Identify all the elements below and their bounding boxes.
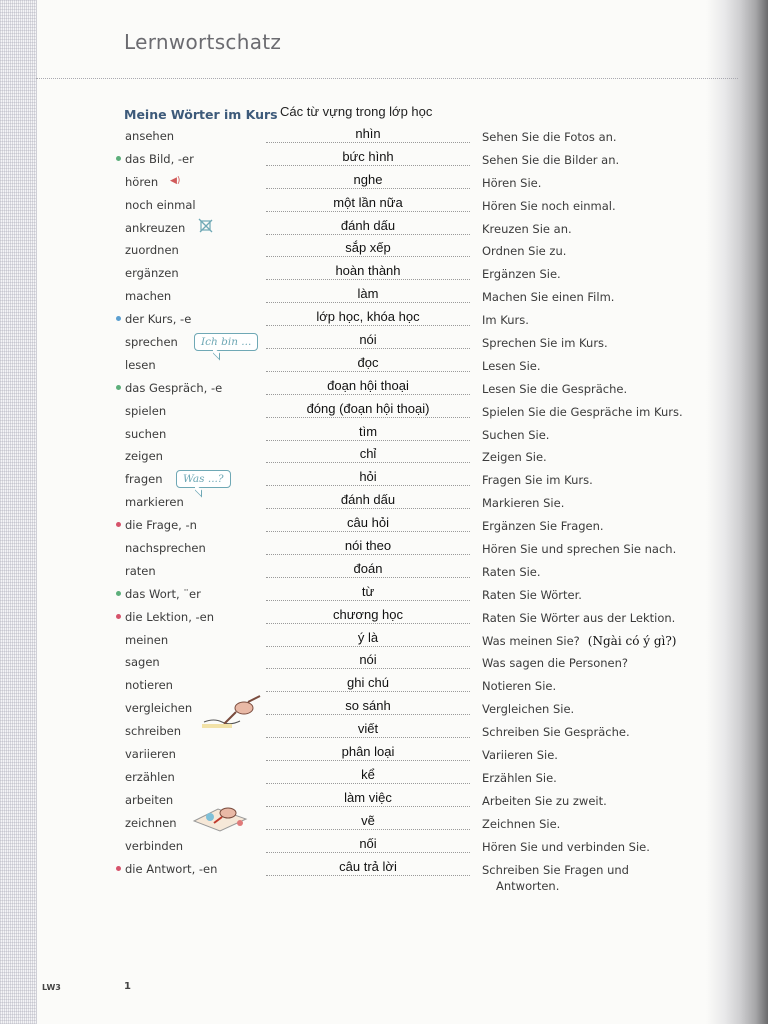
answer-line bbox=[266, 623, 470, 624]
vocab-word: der Kurs, -e bbox=[125, 312, 192, 327]
example-sentence bbox=[482, 290, 614, 304]
vocab-translation: tìm bbox=[358, 423, 378, 439]
vocab-translation: đoạn hội thoại bbox=[327, 377, 409, 393]
noun-marker-dot bbox=[116, 522, 121, 527]
section-title: Meine Wörter im Kurs bbox=[124, 107, 278, 122]
vocab-word: lesen bbox=[125, 357, 156, 372]
vocab-row bbox=[0, 538, 768, 561]
noun-marker-dot bbox=[116, 614, 121, 619]
vocab-word: schreiben bbox=[125, 724, 182, 739]
drawing-hand-icon bbox=[188, 799, 254, 839]
vocab-word: ergänzen bbox=[125, 266, 179, 281]
answer-line bbox=[266, 806, 470, 807]
answer-line bbox=[266, 875, 470, 876]
vocab-row bbox=[0, 698, 768, 721]
vocab-word: die Lektion, -en bbox=[125, 609, 215, 624]
vocab-row bbox=[0, 401, 768, 424]
vocab-translation: ghi chú bbox=[347, 675, 389, 691]
vocabulary-list bbox=[0, 126, 768, 893]
example-text: Was sagen die Personen? bbox=[482, 656, 629, 671]
answer-line bbox=[266, 234, 470, 235]
vocab-word: spielen bbox=[125, 403, 167, 418]
vocab-translation: ý là bbox=[357, 629, 379, 645]
answer-line bbox=[266, 462, 470, 463]
handwritten-note: (Ngài có ý gì?) bbox=[587, 633, 677, 648]
example-sentence bbox=[482, 153, 619, 167]
vocab-word: nachsprechen bbox=[125, 541, 206, 556]
example-text: Kreuzen Sie an. bbox=[482, 221, 572, 236]
example-text: Im Kurs. bbox=[482, 313, 529, 328]
vocab-translation: sắp xếp bbox=[345, 240, 391, 256]
example-sentence bbox=[482, 588, 582, 602]
answer-line bbox=[266, 142, 470, 143]
vocab-translation: câu trả lời bbox=[339, 858, 397, 874]
noun-marker-dot bbox=[116, 591, 121, 596]
noun-marker-dot bbox=[116, 156, 121, 161]
vocab-word: raten bbox=[125, 563, 156, 578]
cross-mark-icon bbox=[198, 218, 214, 238]
example-text: Hören Sie und sprechen Sie nach. bbox=[482, 542, 677, 557]
example-text: Machen Sie einen Film. bbox=[482, 290, 615, 305]
vocab-translation: đánh dấu bbox=[340, 217, 396, 233]
vocab-translation: một lần nữa bbox=[333, 194, 403, 210]
answer-line bbox=[266, 554, 470, 555]
answer-line bbox=[266, 440, 470, 441]
example-text: Hören Sie noch einmal. bbox=[482, 198, 616, 213]
vocab-row bbox=[0, 584, 768, 607]
vocab-row bbox=[0, 446, 768, 469]
vocab-word: vergleichen bbox=[125, 701, 193, 716]
vocab-word: zeichnen bbox=[125, 815, 177, 830]
example-sentence bbox=[482, 794, 607, 808]
example-sentence-continued: Antworten. bbox=[496, 878, 560, 893]
example-sentence bbox=[482, 565, 541, 579]
vocab-word: die Antwort, -en bbox=[125, 861, 218, 876]
answer-line bbox=[266, 531, 470, 532]
vocab-word: sagen bbox=[125, 655, 160, 670]
vocab-word: arbeiten bbox=[125, 792, 174, 807]
vocab-row bbox=[0, 744, 768, 767]
example-text: Sehen Sie die Fotos an. bbox=[482, 130, 617, 144]
example-sentence bbox=[482, 748, 558, 762]
vocab-translation: câu hỏi bbox=[347, 515, 389, 531]
answer-line bbox=[266, 417, 470, 418]
answer-line bbox=[266, 737, 470, 738]
vocab-row bbox=[0, 332, 768, 355]
speaker-icon: ◀) bbox=[170, 175, 181, 186]
vocab-word: ansehen bbox=[125, 129, 175, 143]
example-text: Hören Sie und verbinden Sie. bbox=[482, 839, 650, 854]
vocab-translation: viết bbox=[357, 721, 379, 737]
example-sentence bbox=[482, 222, 572, 236]
example-text: Notieren Sie. bbox=[482, 679, 557, 694]
section-translation: Các từ vựng trong lớp học bbox=[280, 104, 433, 119]
answer-line bbox=[266, 279, 470, 280]
vocab-word: die Frage, -n bbox=[125, 518, 197, 533]
header-divider bbox=[36, 78, 738, 79]
answer-line bbox=[266, 577, 470, 578]
example-text: Raten Sie Wörter. bbox=[482, 587, 582, 602]
example-sentence bbox=[482, 359, 541, 373]
vocab-row bbox=[0, 675, 768, 698]
answer-line bbox=[266, 302, 470, 303]
vocab-row bbox=[0, 172, 768, 195]
vocab-word: markieren bbox=[125, 495, 184, 510]
vocab-row bbox=[0, 515, 768, 538]
answer-line bbox=[266, 829, 470, 830]
example-sentence bbox=[482, 840, 650, 854]
example-text: Markieren Sie. bbox=[482, 496, 565, 511]
vocab-translation: hỏi bbox=[359, 469, 377, 485]
vocab-translation: nhìn bbox=[355, 126, 381, 141]
example-sentence bbox=[482, 199, 616, 213]
example-sentence bbox=[482, 496, 564, 510]
vocab-row bbox=[0, 424, 768, 447]
vocab-word: notieren bbox=[125, 678, 173, 693]
example-text: Lesen Sie. bbox=[482, 358, 541, 373]
answer-line bbox=[266, 348, 470, 349]
example-text: Ordnen Sie zu. bbox=[482, 244, 567, 259]
answer-line bbox=[266, 371, 470, 372]
answer-line bbox=[266, 325, 470, 326]
example-sentence bbox=[482, 725, 630, 739]
example-sentence bbox=[482, 267, 561, 281]
vocab-row bbox=[0, 492, 768, 515]
example-text: Sehen Sie die Bilder an. bbox=[482, 152, 620, 167]
example-text: Vergleichen Sie. bbox=[482, 702, 575, 717]
vocab-word: ankreuzen bbox=[125, 220, 186, 235]
vocab-row bbox=[0, 309, 768, 332]
vocab-translation: chỉ bbox=[359, 446, 377, 462]
example-sentence bbox=[482, 542, 676, 556]
answer-line bbox=[266, 852, 470, 853]
example-sentence bbox=[482, 130, 617, 144]
answer-line bbox=[266, 211, 470, 212]
example-text: Was meinen Sie? bbox=[482, 633, 580, 648]
vocab-row bbox=[0, 378, 768, 401]
example-text: Sprechen Sie im Kurs. bbox=[482, 336, 608, 351]
vocab-row bbox=[0, 149, 768, 172]
vocab-word: zeigen bbox=[125, 449, 163, 464]
example-text: Hören Sie. bbox=[482, 175, 542, 190]
example-text: Zeichnen Sie. bbox=[482, 816, 561, 831]
example-sentence bbox=[482, 656, 628, 670]
vocab-row bbox=[0, 630, 768, 653]
speech-bubble: Ich bin ... bbox=[194, 333, 258, 351]
vocab-word: hören bbox=[125, 174, 159, 189]
answer-line bbox=[266, 508, 470, 509]
vocab-translation: từ bbox=[361, 583, 375, 599]
answer-line bbox=[266, 600, 470, 601]
vocab-translation: đoán bbox=[353, 560, 383, 576]
vocab-translation: bức hình bbox=[342, 148, 394, 164]
vocab-word: sprechen bbox=[125, 335, 178, 350]
example-text: Raten Sie. bbox=[482, 564, 541, 579]
vocab-translation: làm bbox=[357, 286, 379, 302]
noun-marker-dot bbox=[116, 316, 121, 321]
vocab-row bbox=[0, 858, 768, 893]
vocab-translation: hoàn thành bbox=[335, 263, 401, 279]
example-sentence bbox=[482, 611, 675, 625]
vocab-translation: nghe bbox=[353, 171, 383, 187]
example-sentence bbox=[482, 450, 547, 464]
example-text: Suchen Sie. bbox=[482, 427, 550, 442]
vocab-row bbox=[0, 195, 768, 218]
vocab-translation: đóng (đoạn hội thoại) bbox=[306, 400, 430, 416]
vocab-word: verbinden bbox=[125, 838, 184, 853]
answer-line bbox=[266, 714, 470, 715]
vocab-translation: kể bbox=[361, 766, 375, 782]
example-sentence bbox=[482, 817, 560, 831]
vocab-translation: lớp học, khóa học bbox=[316, 309, 420, 325]
example-sentence bbox=[482, 336, 608, 350]
noun-marker-dot bbox=[116, 385, 121, 390]
example-text: Spielen Sie die Gespräche im Kurs. bbox=[482, 404, 683, 419]
example-sentence bbox=[482, 519, 604, 533]
vocab-row bbox=[0, 263, 768, 286]
vocab-word: erzählen bbox=[125, 769, 175, 784]
example-text: Variieren Sie. bbox=[482, 748, 558, 763]
example-text: Raten Sie Wörter aus der Lektion. bbox=[482, 610, 676, 625]
vocab-row bbox=[0, 561, 768, 584]
example-text: Arbeiten Sie zu zweit. bbox=[482, 793, 607, 808]
example-sentence bbox=[482, 405, 683, 419]
answer-line bbox=[266, 394, 470, 395]
vocab-row bbox=[0, 218, 768, 241]
example-sentence bbox=[482, 679, 556, 693]
vocab-row bbox=[0, 355, 768, 378]
footer-code: LW3 bbox=[42, 983, 61, 992]
noun-marker-dot bbox=[116, 866, 121, 871]
vocab-row bbox=[0, 813, 768, 836]
example-text: Lesen Sie die Gespräche. bbox=[482, 381, 628, 396]
vocab-translation: vẽ bbox=[361, 812, 375, 828]
vocab-row bbox=[0, 721, 768, 744]
answer-line bbox=[266, 256, 470, 257]
example-text: Schreiben Sie Gespräche. bbox=[482, 725, 630, 740]
vocab-word: das Gespräch, -e bbox=[125, 380, 223, 395]
example-text: Schreiben Sie Fragen und bbox=[482, 862, 629, 877]
vocab-word: suchen bbox=[125, 426, 167, 441]
page-number: 1 bbox=[124, 981, 131, 992]
vocab-row bbox=[0, 126, 768, 149]
vocab-word: zuordnen bbox=[125, 243, 179, 258]
example-sentence bbox=[482, 382, 627, 396]
vocab-word: variieren bbox=[125, 747, 176, 762]
vocab-row bbox=[0, 790, 768, 813]
answer-line bbox=[266, 646, 470, 647]
vocab-translation: phân loại bbox=[341, 744, 395, 760]
page-title: Lernwortschatz bbox=[124, 30, 282, 54]
vocab-word: noch einmal bbox=[125, 197, 196, 212]
vocab-translation: làm việc bbox=[344, 789, 392, 805]
example-sentence bbox=[482, 771, 557, 785]
vocab-word: das Wort, ¨er bbox=[125, 586, 201, 601]
example-text: Erzählen Sie. bbox=[482, 770, 557, 785]
answer-line bbox=[266, 783, 470, 784]
example-sentence bbox=[482, 473, 593, 487]
vocab-word: das Bild, -er bbox=[125, 151, 194, 166]
example-sentence bbox=[482, 176, 541, 190]
vocab-word: fragen bbox=[125, 472, 163, 487]
vocab-word: machen bbox=[125, 289, 172, 304]
example-sentence bbox=[482, 863, 629, 877]
answer-line bbox=[266, 188, 470, 189]
vocab-translation: so sánh bbox=[345, 698, 391, 714]
vocab-translation: nói bbox=[359, 332, 377, 348]
example-text: Fragen Sie im Kurs. bbox=[482, 473, 593, 488]
vocab-row bbox=[0, 652, 768, 675]
vocab-row bbox=[0, 286, 768, 309]
answer-line bbox=[266, 760, 470, 761]
vocab-translation: nói theo bbox=[344, 538, 392, 554]
vocab-row bbox=[0, 767, 768, 790]
example-text: Ergänzen Sie Fragen. bbox=[482, 519, 604, 534]
vocab-translation: nối bbox=[359, 835, 377, 851]
example-sentence bbox=[482, 313, 529, 327]
example-text: Zeigen Sie. bbox=[482, 450, 547, 465]
answer-line bbox=[266, 165, 470, 166]
vocab-translation: đọc bbox=[357, 354, 379, 370]
answer-line bbox=[266, 691, 470, 692]
example-text: Ergänzen Sie. bbox=[482, 267, 561, 282]
example-sentence bbox=[482, 634, 676, 648]
vocab-translation: đánh dấu bbox=[340, 492, 396, 508]
vocab-word: meinen bbox=[125, 632, 169, 647]
vocab-row bbox=[0, 469, 768, 492]
vocab-translation: nói bbox=[359, 652, 377, 668]
example-sentence bbox=[482, 428, 549, 442]
vocab-row bbox=[0, 240, 768, 263]
answer-line bbox=[266, 485, 470, 486]
vocab-row bbox=[0, 607, 768, 630]
vocab-row bbox=[0, 836, 768, 859]
vocab-translation: chương học bbox=[333, 606, 403, 622]
answer-line bbox=[266, 668, 470, 669]
example-sentence bbox=[482, 244, 566, 258]
example-sentence bbox=[482, 702, 574, 716]
speech-bubble: Was ...? bbox=[176, 470, 231, 488]
